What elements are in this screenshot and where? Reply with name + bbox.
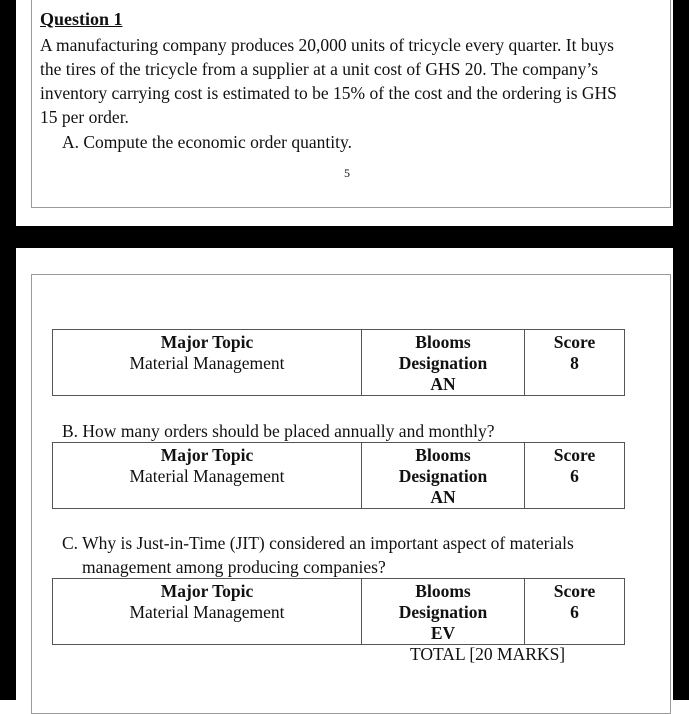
topic-table-2 <box>52 442 625 509</box>
score-cell <box>525 330 625 396</box>
part-c-text-line1: C. Why is Just-in-Time (JIT) considered an important aspect of materials <box>62 533 574 553</box>
left-black-margin <box>0 0 16 700</box>
blooms-heading: Blooms <box>415 581 471 601</box>
blooms-cell <box>362 443 525 509</box>
designation-value: AN <box>430 487 456 507</box>
question-line: the tires of the tricycle from a supplier at a unit cost of GHS 20. The company’s <box>40 59 599 79</box>
topic-heading: Major Topic <box>160 332 254 352</box>
score-cell <box>525 443 625 509</box>
score-value: 6 <box>570 466 579 486</box>
topic-value: Material Management <box>129 466 285 486</box>
designation-value: AN <box>430 374 456 394</box>
part-c-text-line2: management among producing companies? <box>82 557 386 577</box>
score-value: 6 <box>570 602 579 622</box>
part-a-text: A. Compute the economic order quantity. <box>62 132 352 152</box>
question-text <box>40 33 655 129</box>
question-line: inventory carrying cost is estimated to be 15% of the cost and the ordering is GHS <box>40 83 617 103</box>
topic-heading: Major Topic <box>160 581 254 601</box>
page-separator <box>0 226 689 248</box>
topic-heading: Major Topic <box>160 445 254 465</box>
blooms-heading: Blooms <box>415 332 471 352</box>
topic-value: Material Management <box>129 353 285 373</box>
topic-cell <box>53 443 362 509</box>
topic-table-1 <box>52 329 625 396</box>
question-line: 15 per order. <box>40 107 129 127</box>
topic-cell <box>53 330 362 396</box>
score-value: 8 <box>570 353 579 373</box>
topic-cell <box>53 579 362 645</box>
question-line: A manufacturing company produces 20,000 units of tricycle every quarter. It buys <box>40 35 614 55</box>
designation-heading: Designation <box>398 602 488 622</box>
topic-table-3 <box>52 578 625 645</box>
right-black-margin <box>673 0 689 700</box>
designation-heading: Designation <box>398 353 488 373</box>
score-heading: Score <box>553 445 596 465</box>
score-heading: Score <box>553 581 596 601</box>
total-marks: TOTAL [20 MARKS] <box>410 644 566 664</box>
page-number: 5 <box>344 166 350 180</box>
score-cell <box>525 579 625 645</box>
designation-value: EV <box>430 623 456 643</box>
blooms-heading: Blooms <box>415 445 471 465</box>
blooms-cell <box>362 330 525 396</box>
part-b-text: B. How many orders should be placed annually and monthly? <box>62 421 495 441</box>
topic-value: Material Management <box>129 602 285 622</box>
blooms-cell <box>362 579 525 645</box>
question-title: Question 1 <box>40 9 123 29</box>
score-heading: Score <box>553 332 596 352</box>
designation-heading: Designation <box>398 466 488 486</box>
